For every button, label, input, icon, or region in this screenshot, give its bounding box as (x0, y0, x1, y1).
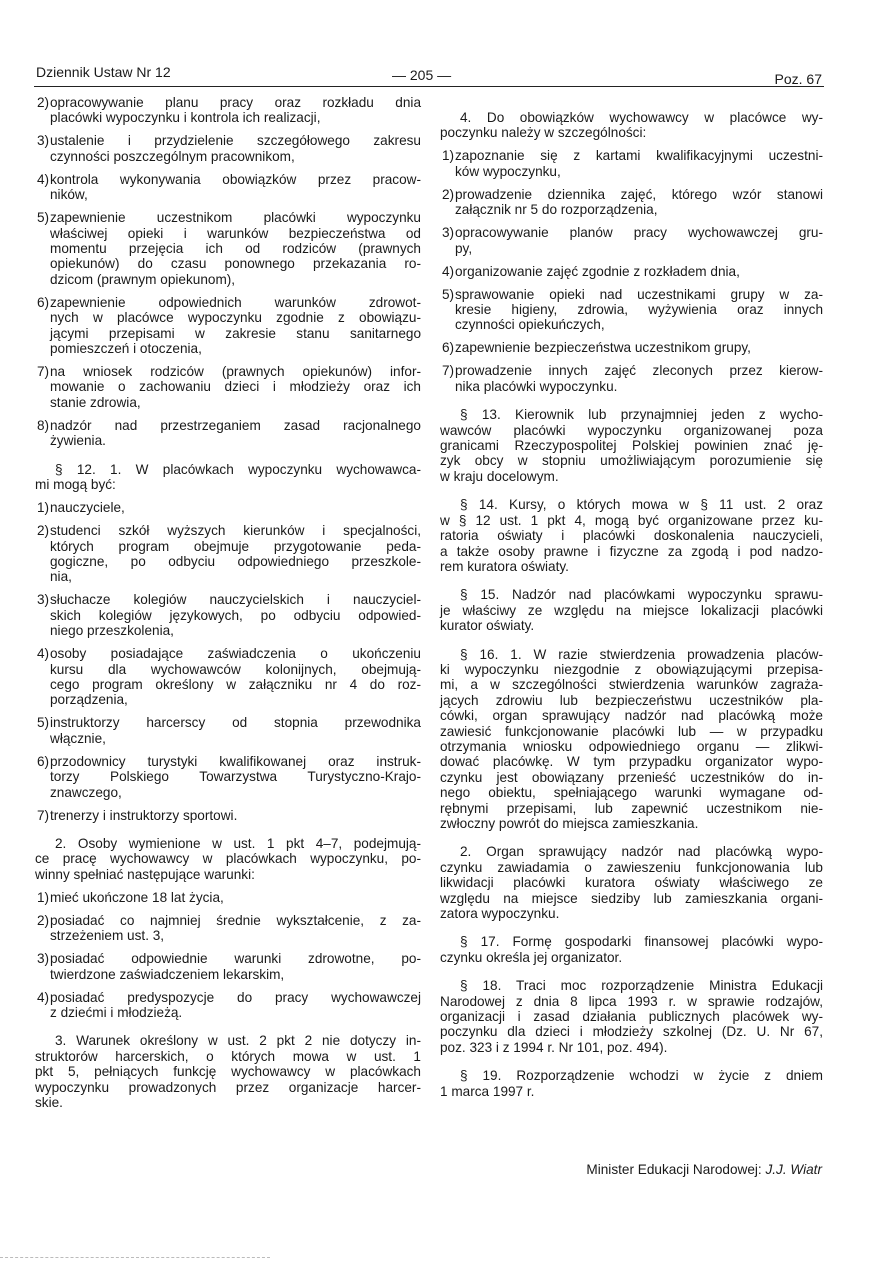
text-line: 4. Do obowiązków wychowawcy w placówce wy- (460, 110, 823, 125)
text-line: rębnymi przepisami, lub zapewnić uczestnikom nie- (440, 800, 823, 816)
list-item (35, 754, 421, 800)
list-item (35, 172, 421, 203)
text-line: w § 12 ust. 1 pkt 4, mogą być organizowane przez ku- (440, 512, 823, 528)
signature-name: J.J. Wiatr (765, 1162, 822, 1177)
list-item-number: 2) (37, 95, 50, 110)
text-line: § 19. Rozporządzenie wchodzi w życie z dniem (460, 1068, 823, 1084)
text-line: słuchacze kolegiów nauczycielskich i nauczyciel- (50, 592, 421, 608)
text-line: trenerzy i instruktorzy sportowi. (50, 807, 238, 823)
text-line: nika placówki wypoczynku. (455, 378, 618, 394)
paragraph (440, 407, 823, 484)
text-line: § 17. Formę gospodarki finansowej placówki wypo- (460, 934, 823, 950)
list-item-number: 7) (442, 363, 455, 379)
paragraph (440, 587, 823, 633)
text-line: dzicom (prawnym opiekunom), (50, 271, 236, 287)
text-line: posiadać co najmniej średnie wykształcenie, z za- (50, 912, 421, 928)
list-item (35, 418, 421, 449)
text-line: sprawowanie opieki nad uczestnikami grupy w za- (455, 286, 823, 302)
text-line: znawczego, (50, 784, 122, 800)
text-line: ki wypoczynku niezgodnie z obowiązującymi przepisa- (440, 661, 823, 677)
text-line: załącznik nr 5 do rozporządzenia, (455, 202, 658, 218)
text-line: prowadzenie innych zajęć zleconych przez kierow- (455, 363, 823, 379)
text-line: skie. (35, 1095, 63, 1111)
text-line: wawców placówki wypoczynku organizowanej poza (440, 422, 823, 438)
list-item-number: 2) (37, 912, 50, 928)
text-line: § 13. Kierownik lub przynajmniej jeden z wycho- (460, 407, 823, 423)
paragraph (440, 978, 823, 1055)
text-line: zapewnienie odpowiednich warunków zdrowot- (50, 294, 421, 310)
text-line: organizacji i zasad działania publicznych placówek wy- (440, 1009, 823, 1025)
text-line: żywienia. (50, 433, 106, 449)
scan-artifact (0, 1257, 270, 1258)
list-item (35, 295, 421, 357)
paragraph (440, 844, 823, 921)
signature-title: Minister Edukacji Narodowej: (586, 1162, 766, 1177)
text-line: czynności opiekuńczych, (455, 317, 605, 333)
text-line: nadzór nad przestrzeganiem zasad racjonalnego (50, 417, 421, 433)
text-line: zatora wypoczynku. (440, 906, 560, 922)
text-line: których program obejmuje przygotowanie peda- (50, 538, 421, 554)
list-item (35, 990, 421, 1021)
text-line: nych w placówce wypoczynku zgodnie z obowiązu- (50, 310, 421, 326)
text-line: kursu dla wychowawców kolonijnych, obejmują- (50, 661, 421, 677)
text-line: otrzymania wniosku odpowiedniego organu — zlikwi- (440, 738, 823, 754)
list-item-number: 3) (37, 592, 50, 608)
list-item (35, 133, 421, 164)
text-line: opiekunów) do czasu ponownego przekazania ro- (50, 256, 421, 272)
list-item (35, 500, 421, 515)
text-line: mi mogą być: (35, 477, 116, 493)
text-line: a także osoby prawne i fizyczne za zgodą i pod nadzo- (440, 543, 823, 559)
text-line: § 12. 1. W placówkach wypoczynku wychowawca- (55, 461, 421, 477)
text-line: cego program określony w załączniku nr 4 do roz- (50, 676, 421, 692)
text-line: opracowywanie planu pracy oraz rozkładu dnia (50, 95, 421, 110)
text-line: poczynku dla dzieci i młodzieży szkolnej (Dz. U. Nr 67, (440, 1024, 823, 1040)
list-item-number: 5) (37, 210, 50, 226)
list-item (35, 890, 421, 905)
text-line: opracowywanie planów pracy wychowawczej gru- (455, 225, 823, 241)
text-line: mi, a w szczególności stwierdzenia warunków zagraża- (440, 677, 823, 693)
text-line: czynku jest obowiązany przenieść uczestników do in- (440, 769, 823, 785)
list-item-number: 3) (37, 951, 50, 967)
text-line: zapoznanie się z kartami kwalifikacyjnymi uczestni- (455, 148, 823, 164)
list-item (35, 646, 421, 708)
text-line: § 15. Nadzór nad placówkami wypoczynku sprawu- (460, 587, 823, 603)
list-item (35, 951, 421, 982)
text-line: w kraju docelowym. (440, 468, 559, 484)
paragraph (35, 1033, 421, 1110)
list-item (440, 187, 823, 218)
list-item-number: 2) (37, 523, 50, 539)
text-line: cówki, organ sprawujący nadzór nad placówką może (440, 708, 823, 724)
paragraph (35, 836, 421, 882)
text-line: względu na miejsce siedziby lub zamieszkania organi- (440, 890, 823, 906)
list-item (35, 364, 421, 410)
header-rule (34, 86, 824, 87)
list-item (440, 340, 823, 355)
page-number: — 205 — (392, 67, 452, 83)
list-item (35, 523, 421, 585)
text-line: jących zdrowiu lub bezpieczeństwu uczestników pla- (440, 692, 823, 708)
text-line: kontrola wykonywania obowiązków przez pracow- (50, 171, 421, 187)
text-line: struktorów harcerskich, o których mowa w ust. 1 (35, 1048, 421, 1064)
text-line: momentu przejęcia ich od rodziców (prawnych (50, 241, 421, 257)
paragraph (440, 647, 823, 832)
list-item (35, 808, 421, 823)
text-line: rem kuratora oświaty. (440, 558, 569, 574)
text-line: stanie zdrowia, (50, 394, 141, 410)
list-item (440, 148, 823, 179)
text-line: pomieszczeń i otoczenia, (50, 341, 202, 357)
text-line: § 16. 1. W razie stwierdzenia prowadzenia placów- (460, 646, 823, 662)
journal-title: Dziennik Ustaw Nr 12 (36, 64, 171, 80)
text-line: z dziećmi i młodzieżą. (50, 1005, 183, 1020)
list-item (440, 287, 823, 333)
text-line: torzy Polskiego Towarzystwa Turystyczno-Krajo- (50, 769, 421, 785)
text-line: ników, (50, 187, 88, 203)
list-item (35, 95, 421, 126)
text-line: na wniosek rodziców (prawnych opiekunów) infor- (50, 364, 421, 380)
text-line: 2. Organ sprawujący nadzór nad placówką wypo- (460, 844, 823, 860)
text-line: placówki wypoczynku i kontrola ich realizacji, (50, 110, 321, 126)
text-line: 3. Warunek określony w ust. 2 pkt 2 nie dotyczy in- (55, 1033, 421, 1049)
list-item (440, 225, 823, 256)
text-line: nauczyciele, (50, 500, 125, 516)
text-line: zyk obcy w stopniu umożliwiającym porozumienie się (440, 453, 823, 469)
list-item-number: 5) (37, 715, 50, 731)
text-line: właściwej opieki i warunków bezpieczeństwa od (50, 225, 421, 241)
text-line: strzeżeniem ust. 3, (50, 928, 165, 944)
text-line: mowanie o zachowaniu dzieci i młodzieży oraz ich (50, 379, 421, 395)
paragraph (440, 934, 823, 965)
text-line: czynku zawiadamia o zawieszeniu funkcjonowania lub (440, 859, 823, 875)
text-line: posiadać odpowiednie warunki zdrowotne, po- (50, 951, 421, 967)
list-item-number: 4) (37, 989, 50, 1005)
list-item-number: 4) (37, 646, 50, 662)
list-item-number: 7) (37, 364, 50, 380)
text-line: przodownicy turystyki kwalifikowanej oraz instruk- (50, 753, 421, 769)
text-line: zawiesić funkcjonowanie placówki lub — w przypadku (440, 723, 823, 739)
list-item-number: 1) (442, 148, 455, 164)
text-line: 1 marca 1997 r. (440, 1083, 535, 1099)
text-line: twierdzone zaświadczeniem lekarskim, (50, 966, 285, 982)
text-line: je właściwy ze względu na miejsce lokalizacji placówki (440, 602, 823, 618)
text-line: niego przeszkolenia, (50, 623, 174, 639)
list-item-number: 4) (37, 171, 50, 187)
paragraph (35, 462, 421, 493)
text-line: ce pracę wychowawcy w placówkach wypoczynku, po- (35, 851, 421, 867)
text-line: kurator oświaty. (440, 618, 535, 634)
list-item-number: 1) (37, 500, 50, 516)
text-line: zapewnienie bezpieczeństwa uczestnikom grupy, (455, 340, 751, 356)
text-line: dować placówkę. W tym przypadku organizator wypo- (440, 754, 823, 770)
text-line: instruktorzy harcerscy od stopnia przewodnika (50, 715, 421, 731)
paragraph (440, 1068, 823, 1099)
text-line: py, (455, 240, 473, 256)
text-line: czynności poszczególnym pracownikom, (50, 148, 295, 164)
list-item (440, 264, 823, 279)
text-line: skich kolegiów językowych, po odbyciu odpowied- (50, 607, 421, 623)
list-item (35, 210, 421, 287)
text-line: organizowanie zajęć zgodnie z rozkładem dnia, (455, 263, 740, 279)
text-line: ratoria oświaty i placówki doskonalenia nauczycieli, (440, 528, 823, 544)
list-item (35, 913, 421, 944)
text-line: włącznie, (50, 730, 106, 746)
list-item-number: 7) (37, 807, 50, 823)
list-item-number: 6) (37, 294, 50, 310)
text-line: gogiczne, po odbyciu odpowiedniego przeszkole- (50, 553, 421, 569)
list-item-number: 3) (37, 133, 50, 149)
text-line: nego obiektu, spełniającego warunki wymagane od- (440, 785, 823, 801)
text-line: § 14. Kursy, o których mowa w § 11 ust. 2 oraz (460, 497, 823, 513)
text-line: zwłoczny powrót do miejsca zamieszkania. (440, 816, 699, 831)
text-line: pkt 5, pełniących funkcję wychowawcy w placówkach (35, 1064, 421, 1080)
paragraph (440, 497, 823, 574)
text-line: § 18. Traci moc rozporządzenie Ministra Edukacji (460, 978, 823, 994)
list-item (440, 363, 823, 394)
list-item-number: 1) (37, 889, 50, 905)
text-line: likwidacji placówki kuratora oświaty właściwego ze (440, 875, 823, 891)
signature (586, 1162, 822, 1177)
text-line: prowadzenie dziennika zajęć, którego wzór stanowi (455, 186, 823, 202)
text-line: ustalenie i przydzielenie szczegółowego zakresu (50, 133, 421, 149)
list-item-number: 3) (442, 225, 455, 241)
position-number: Poz. 67 (774, 71, 822, 87)
text-line: kresie higieny, zdrowia, wyżywienia oraz innych (455, 302, 823, 318)
right-column (440, 110, 823, 1107)
text-line: Narodowej z dnia 8 lipca 1993 r. w sprawie rodzajów, (440, 993, 823, 1009)
text-line: zapewnienie uczestnikom placówki wypoczynku (50, 210, 421, 226)
paragraph (440, 110, 823, 141)
text-line: posiadać predyspozycje do pracy wychowawczej (50, 989, 421, 1005)
text-line: ków wypoczynku, (455, 163, 561, 179)
list-item-number: 6) (442, 340, 455, 356)
list-item-number: 4) (442, 263, 455, 279)
text-line: granicami Rzeczypospolitej Polskiej powinien znać ję- (440, 438, 823, 454)
text-line: poz. 323 i z 1994 r. Nr 101, poz. 494). (440, 1039, 668, 1055)
text-line: czynku określa jej organizator. (440, 949, 623, 965)
text-line: osoby posiadające zaświadczenia o ukończeniu (50, 646, 421, 662)
list-item (35, 715, 421, 746)
text-line: wypoczynku prowadzonych przez organizacje harcer- (35, 1079, 421, 1095)
list-item-number: 2) (442, 186, 455, 202)
list-item-number: 6) (37, 753, 50, 769)
list-item-number: 5) (442, 286, 455, 302)
text-line: studenci szkół wyższych kierunków i specjalności, (50, 523, 421, 539)
text-line: poczynku należy w szczególności: (440, 125, 647, 141)
text-line: porządzenia, (50, 692, 128, 708)
list-item-number: 8) (37, 417, 50, 433)
text-line: jącymi przepisami w zakresie stanu sanitarnego (50, 325, 421, 341)
text-line: nia, (50, 569, 72, 585)
text-line: winny spełniać następujące warunki: (35, 866, 255, 882)
text-line: mieć ukończone 18 lat życia, (50, 889, 224, 905)
text-line: 2. Osoby wymienione w ust. 1 pkt 4–7, podejmują- (55, 835, 421, 851)
list-item (35, 592, 421, 638)
left-column (35, 95, 421, 1118)
